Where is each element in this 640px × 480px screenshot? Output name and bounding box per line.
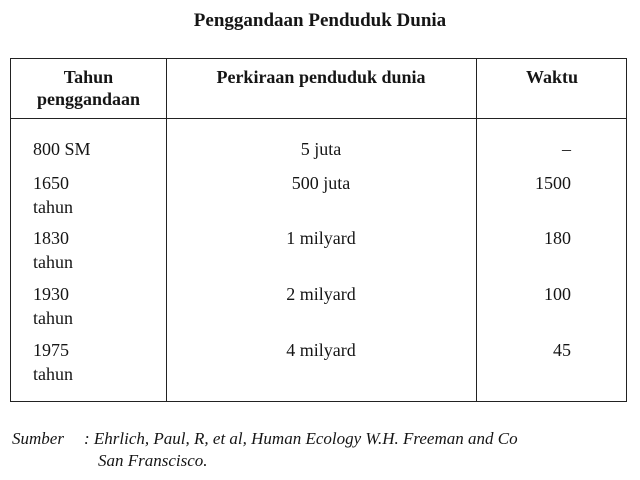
year-suffix: tahun: [33, 252, 73, 272]
table-title: Penggandaan Penduduk Dunia: [193, 10, 447, 31]
table-row-time: 100: [544, 284, 571, 304]
source-label: Sumber: [12, 429, 64, 448]
table-row-time: 180: [544, 228, 571, 248]
year-value: 1975: [33, 340, 69, 360]
source-line1: : Ehrlich, Paul, R, et al, Human Ecology W.H. Freeman and Co: [84, 429, 518, 448]
table-row-population: 4 milyard: [286, 340, 356, 360]
header-divider: [11, 118, 626, 119]
header-year-line1: Tahun: [63, 67, 114, 87]
year-suffix: tahun: [33, 308, 73, 328]
table-row-year: [33, 282, 163, 330]
header-time: Waktu: [525, 67, 579, 87]
table-row-population: 5 juta: [300, 139, 342, 159]
table-row-population: 500 juta: [291, 173, 351, 193]
table-row-time: 45: [553, 340, 571, 360]
table-row-year: [33, 338, 163, 386]
year-value: 1930: [33, 284, 69, 304]
source-citation: [12, 428, 518, 472]
header-year-line2: penggandaan: [36, 89, 141, 109]
table-row-year: 800 SM: [33, 139, 91, 159]
table-row-population: 2 milyard: [286, 284, 356, 304]
table-row-year: [33, 171, 163, 219]
table-row-population: 1 milyard: [286, 228, 356, 248]
year-suffix: tahun: [33, 364, 73, 384]
year-suffix: tahun: [33, 197, 73, 217]
table-row-year: [33, 226, 163, 274]
header-year: [11, 66, 166, 110]
year-value: 1830: [33, 228, 69, 248]
source-line2: San Franscisco.: [98, 451, 208, 470]
population-table: [10, 58, 627, 402]
table-row-time: –: [562, 139, 571, 159]
header-population: Perkiraan penduduk dunia: [216, 67, 426, 87]
table-row-time: 1500: [535, 173, 571, 193]
year-value: 1650: [33, 173, 69, 193]
